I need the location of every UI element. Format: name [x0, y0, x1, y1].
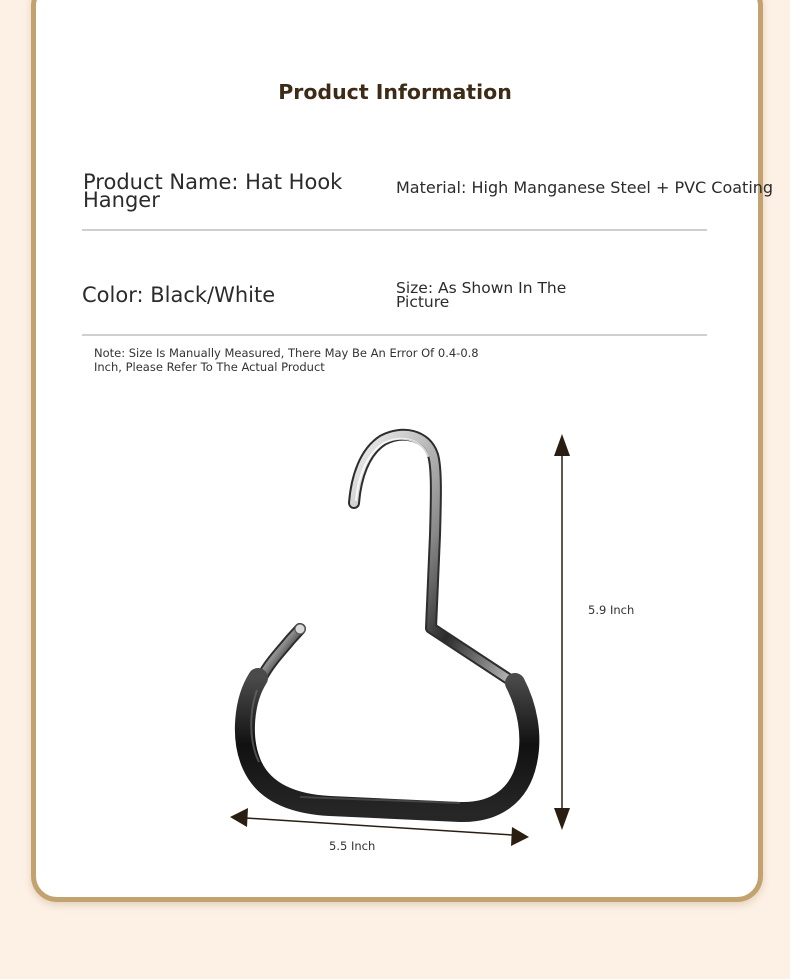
product-name-text: Product Name: Hat Hook Hanger [83, 170, 343, 212]
row-divider-1 [82, 229, 707, 231]
material-text: Material: High Manganese Steel + PVC Coating [396, 178, 774, 197]
row-divider-2 [82, 334, 707, 336]
height-label: 5.9 Inch [588, 603, 635, 617]
color-text: Color: Black/White [82, 283, 276, 307]
width-label: 5.5 Inch [329, 839, 376, 853]
product-info-card [31, 0, 763, 902]
page-title: Product Information [278, 80, 512, 104]
measurement-note: Note: Size Is Manually Measured, There May Be An Error Of 0.4-0.8 Inch, Please Refer To The Actual Product [94, 346, 479, 374]
size-text: Size: As Shown In The Picture [396, 279, 567, 311]
